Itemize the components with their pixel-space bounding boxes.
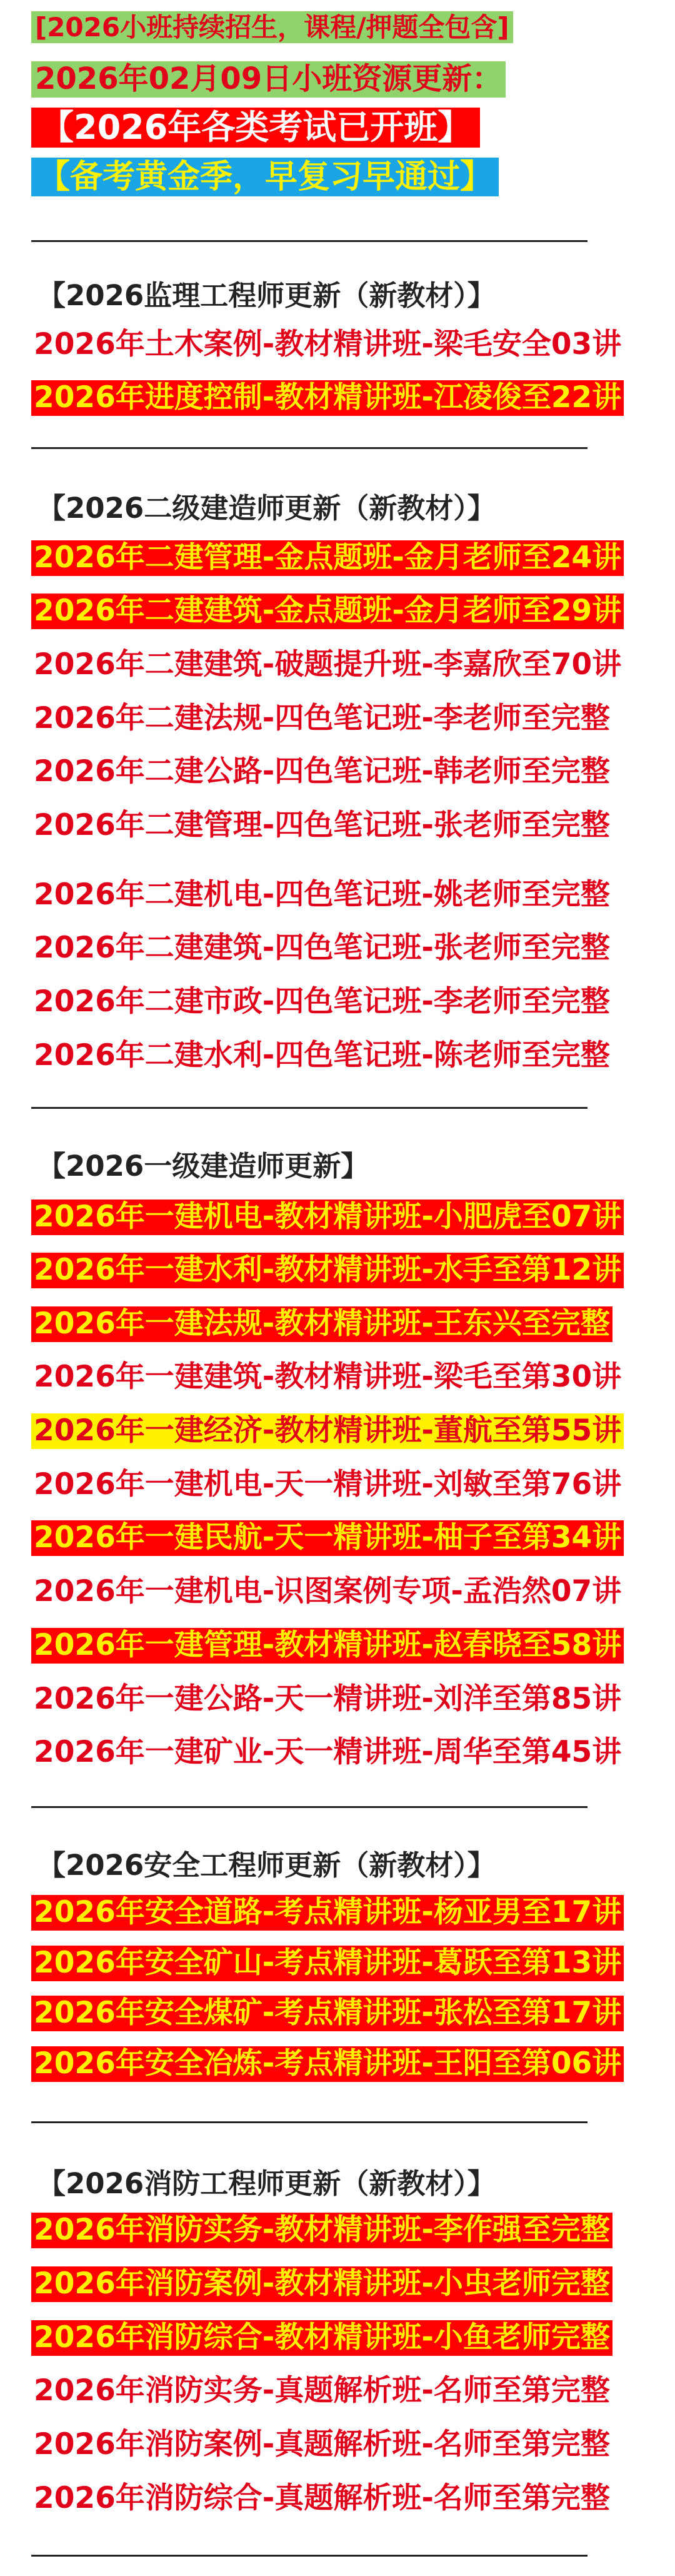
course-item: 2026年一建矿业-天一精讲班-周华至第45讲 (34, 1735, 622, 1769)
course-item: 2026年二建公路-四色笔记班-韩老师至完整 (34, 754, 610, 789)
section-title-safety-engineer: 【2026安全工程师更新（新教材）】 (38, 1849, 496, 1882)
divider (31, 1107, 588, 1109)
course-item: 2026年二建管理-四色笔记班-张老师至完整 (34, 808, 610, 842)
course-item: 2026年一建机电-识图案例专项-孟浩然07讲 (34, 1574, 622, 1609)
divider (31, 447, 588, 449)
divider (31, 2121, 588, 2123)
course-item: 2026年一建建筑-教材精讲班-梁毛至第30讲 (34, 1360, 622, 1394)
course-item: 2026年安全煤矿-考点精讲班-张松至第17讲 (31, 1996, 624, 2031)
course-item: 2026年二建机电-四色笔记班-姚老师至完整 (34, 877, 610, 912)
course-item: 2026年一建经济-教材精讲班-董航至第55讲 (31, 1413, 624, 1449)
divider (31, 2555, 588, 2557)
course-item: 2026年进度控制-教材精讲班-江凌俊至22讲 (31, 380, 624, 416)
section-title-supervision: 【2026监理工程师更新（新教材）】 (38, 279, 496, 312)
course-item: 2026年一建管理-教材精讲班-赵春晓至58讲 (31, 1628, 624, 1664)
course-item: 2026年一建法规-教材精讲班-王东兴至完整 (31, 1306, 612, 1342)
course-item: 2026年消防综合-教材精讲班-小鱼老师完整 (31, 2320, 612, 2356)
course-item: 2026年消防案例-教材精讲班-小虫老师完整 (31, 2266, 612, 2302)
course-item: 2026年二建建筑-四色笔记班-张老师至完整 (34, 931, 610, 965)
update-date-banner: 2026年02月09日小班资源更新： (31, 61, 506, 98)
course-item: 2026年一建公路-天一精讲班-刘洋至第85讲 (34, 1682, 622, 1716)
section-title-second-constructor: 【2026二级建造师更新（新教材）】 (38, 492, 496, 525)
course-item: 2026年一建机电-教材精讲班-小肥虎至07讲 (31, 1200, 624, 1235)
course-item: 2026年一建水利-教材精讲班-水手至第12讲 (31, 1253, 624, 1288)
course-item: 2026年消防案例-真题解析班-名师至第完整 (34, 2427, 610, 2462)
course-item: 2026年消防综合-真题解析班-名师至第完整 (34, 2481, 610, 2515)
course-item: 2026年一建民航-天一精讲班-柚子至第34讲 (31, 1520, 624, 1556)
study-season-banner: 【备考黄金季，早复习早通过】 (31, 158, 499, 196)
course-item: 2026年安全道路-考点精讲班-杨亚男至17讲 (31, 1895, 624, 1931)
course-item: 2026年消防实务-真题解析班-名师至第完整 (34, 2373, 610, 2408)
course-item: 2026年二建法规-四色笔记班-李老师至完整 (34, 701, 610, 735)
divider (31, 240, 588, 242)
course-item: 2026年土木案例-教材精讲班-梁毛安全03讲 (34, 327, 622, 361)
section-title-fire-engineer: 【2026消防工程师更新（新教材）】 (38, 2167, 496, 2200)
course-item: 2026年消防实务-教材精讲班-李作强至完整 (31, 2213, 612, 2248)
course-item: 2026年安全矿山-考点精讲班-葛跃至第13讲 (31, 1946, 624, 1981)
course-item: 2026年二建管理-金点题班-金月老师至24讲 (31, 540, 624, 576)
course-item: 2026年二建建筑-金点题班-金月老师至29讲 (31, 593, 624, 629)
section-title-first-constructor: 【2026一级建造师更新】 (38, 1149, 369, 1183)
divider (31, 1806, 588, 1808)
course-item: 2026年安全冶炼-考点精讲班-王阳至第06讲 (31, 2046, 624, 2082)
course-item: 2026年一建机电-天一精讲班-刘敏至第76讲 (34, 1467, 622, 1502)
classes-open-banner: 【2026年各类考试已开班】 (31, 108, 480, 148)
course-item: 2026年二建水利-四色笔记班-陈老师至完整 (34, 1038, 610, 1073)
course-item: 2026年二建建筑-破题提升班-李嘉欣至70讲 (34, 647, 622, 682)
enrollment-banner: [2026小班持续招生，课程/押题全包含] (31, 11, 513, 43)
course-item: 2026年二建市政-四色笔记班-李老师至完整 (34, 984, 610, 1019)
